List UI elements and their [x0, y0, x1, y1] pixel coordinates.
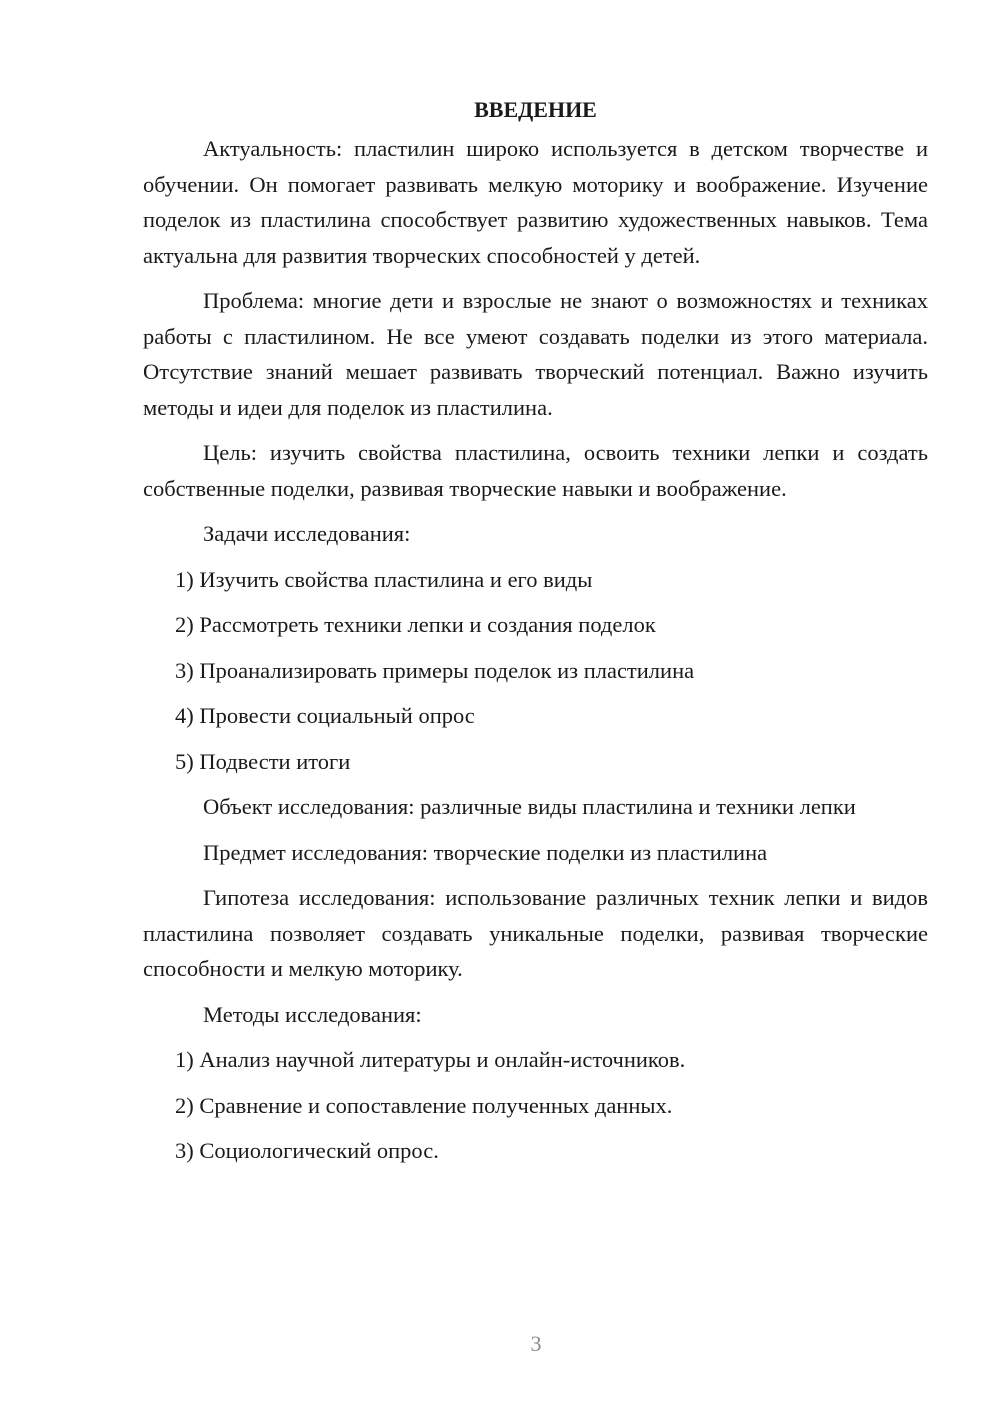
goal-paragraph: Цель: изучить свойства пластилина, освоить техники лепки и создать собственные поделки, развивая творческие навыки и воображение.: [143, 440, 928, 501]
list-item: 5) Подвести итоги: [175, 748, 351, 774]
problem-paragraph: Проблема: многие дети и взрослые не знают о возможностях и техниках работы с пластилином. Не все умеют создавать поделки из этого материала. Отсутствие знаний мешает развивать творческий потенциал. Важно изучить методы и идеи для поделок из пластилина.: [143, 288, 928, 420]
list-item: 2) Рассмотреть техники лепки и создания поделок: [175, 612, 656, 637]
tasks-list: [143, 562, 928, 780]
list-item: 1) Изучить свойства пластилина и его виды: [175, 566, 593, 592]
object-line: Объект исследования: различные виды пластилина и техники лепки: [203, 794, 856, 819]
relevance-paragraph: Актуальность: пластилин широко используется в детском творчестве и обучении. Он помогает развивать мелкую моторику и воображение. Изучение поделок из пластилина способствует развитию художественных навыков. Тема актуальна для развития творческих способностей у детей.: [143, 136, 928, 268]
page-number: 3: [530, 1331, 542, 1356]
list-item: 3) Проанализировать примеры поделок из пластилина: [175, 657, 695, 683]
hypothesis-paragraph: Гипотеза исследования: использование различных техник лепки и видов пластилина позволяет создавать уникальные поделки, развивая творческие способности и мелкую моторику.: [143, 885, 928, 981]
list-item: 4) Провести социальный опрос: [175, 703, 475, 728]
methods-title: Методы исследования:: [203, 1001, 422, 1027]
section-heading: ВВЕДЕНИЕ: [474, 97, 597, 122]
subject-line: Предмет исследования: творческие поделки из пластилина: [203, 839, 768, 865]
tasks-title: Задачи исследования:: [203, 521, 411, 546]
list-item: 1) Анализ научной литературы и онлайн-источников.: [175, 1047, 686, 1072]
document-page: [143, 92, 928, 1179]
list-item: 3) Социологический опрос.: [175, 1138, 439, 1163]
list-item: 2) Сравнение и сопоставление полученных данных.: [175, 1092, 673, 1118]
methods-list: [143, 1042, 928, 1169]
